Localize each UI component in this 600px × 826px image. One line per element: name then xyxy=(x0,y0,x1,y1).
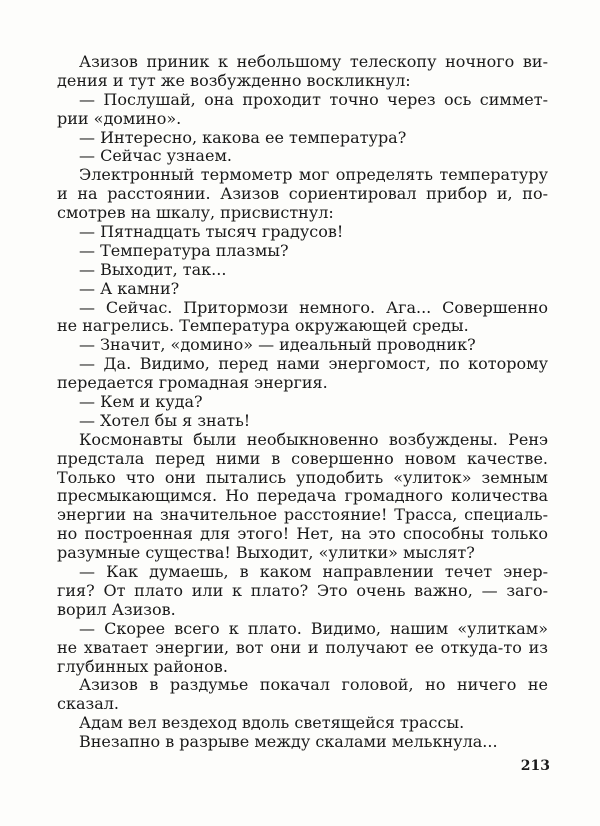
text-line: предстала перед ними в совершенно новом качестве. xyxy=(57,448,548,468)
text-line: не нагрелись. Температура окружающей среды. xyxy=(57,316,469,336)
body-text xyxy=(57,53,548,752)
text-line: Космонавты были необыкновенно возбуждены. Ренэ xyxy=(79,429,548,449)
text-line: — Скорее всего к плато. Видимо, нашим «улиткам» xyxy=(79,618,548,638)
text-line: Электронный термометр мог определять температуру xyxy=(79,165,548,185)
text-line: Адам вел вездеход вдоль светящейся трассы. xyxy=(79,713,465,733)
text-line: — Выходит, так... xyxy=(79,259,227,279)
text-line: но построенная для этого! Нет, на это способны только xyxy=(57,524,548,544)
text-line: Только что они пытались уподобить «улиток» земным xyxy=(57,467,548,487)
text-line: Азизов в раздумье покачал головой, но ничего не xyxy=(79,675,548,695)
text-line: ворил Азизов. xyxy=(57,599,176,619)
text-line: передается громадная энергия. xyxy=(57,373,328,393)
text-line: — Значит, «домино» — идеальный проводник? xyxy=(79,335,476,355)
text-line: энергии на значительное расстояние! Трасса, специаль- xyxy=(57,505,548,525)
text-line: — Кем и куда? xyxy=(79,392,203,412)
text-line: — Пятнадцать тысяч градусов! xyxy=(79,222,344,242)
text-line: гия? От плато или к плато? Это очень важно, — заго- xyxy=(57,580,548,600)
text-line: — А камни? xyxy=(79,278,180,298)
text-line: глубинных районов. xyxy=(57,656,228,676)
text-line: — Да. Видимо, перед нами энергомост, по которому xyxy=(79,354,548,374)
text-line: и на расстоянии. Азизов сориентировал прибор и, по- xyxy=(57,184,548,204)
text-line: Внезапно в разрыве между скалами мелькнула... xyxy=(79,732,498,752)
text-line: — Сейчас. Притормози немного. Ага... Совершенно xyxy=(79,297,548,317)
text-line: — Послушай, она проходит точно через ось симмет- xyxy=(79,89,548,109)
page-number: 213 xyxy=(520,758,550,774)
text-line: — Интересно, какова ее температура? xyxy=(79,127,407,147)
text-line: рии «домино». xyxy=(57,108,182,128)
text-line: — Хотел бы я знать! xyxy=(79,410,251,430)
text-line: не хватает энергии, вот они и получают ее откуда-то из xyxy=(57,637,548,657)
text-line: — Как думаешь, в каком направлении течет энер- xyxy=(79,562,548,582)
text-line: пресмыкающимся. Но передача громадного количества xyxy=(57,486,548,506)
text-line: смотрев на шкалу, присвистнул: xyxy=(57,203,334,223)
text-line: — Температура плазмы? xyxy=(79,240,289,260)
text-line: Азизов приник к небольшому телескопу ночного ви- xyxy=(79,52,548,71)
text-line: сказал. xyxy=(57,694,120,714)
text-line: разумные существа! Выходит, «улитки» мыслят? xyxy=(57,543,475,563)
text-line: — Сейчас узнаем. xyxy=(79,146,232,166)
text-line: дения и тут же возбужденно воскликнул: xyxy=(57,70,411,90)
